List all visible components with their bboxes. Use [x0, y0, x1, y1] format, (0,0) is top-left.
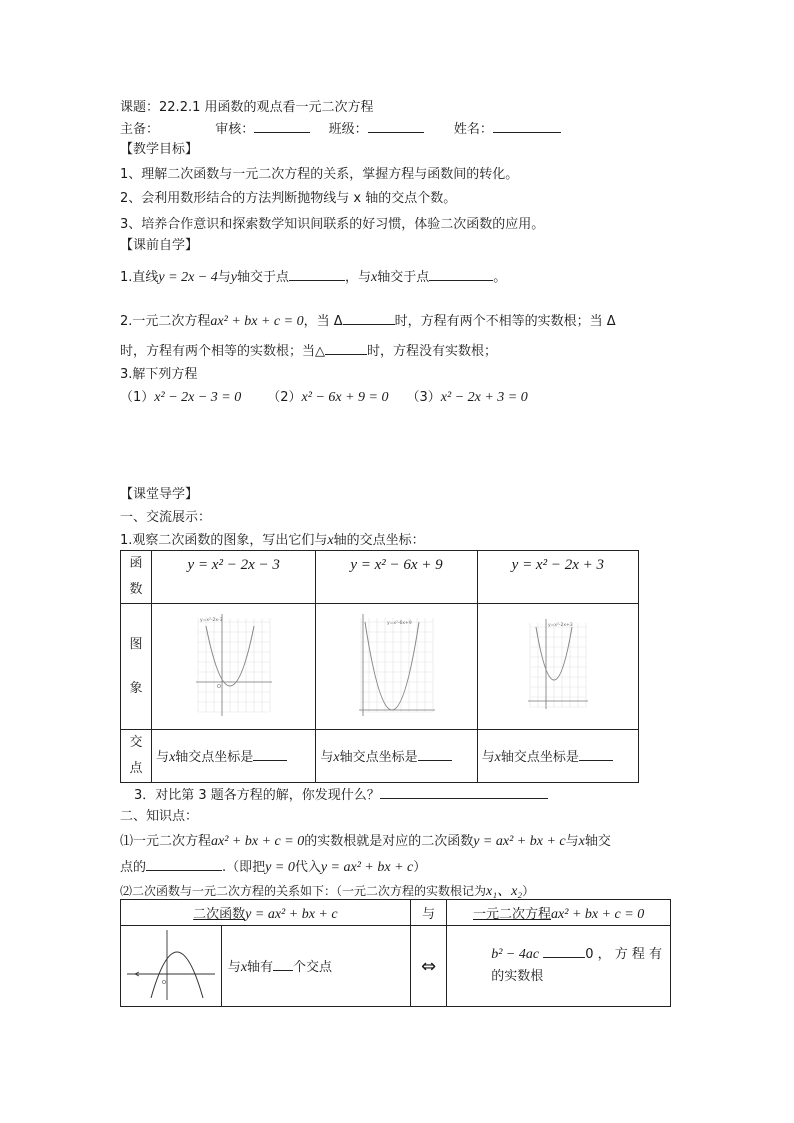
- svg-text:O: O: [216, 683, 221, 690]
- lesson-heading: 【课堂导学】: [120, 487, 199, 502]
- discriminant: b² − 4ac: [491, 947, 540, 962]
- name-field[interactable]: [493, 119, 561, 133]
- downward-parabola-graph: [125, 926, 217, 1002]
- row-label-char: 象: [129, 680, 143, 696]
- class-label: 班级：: [328, 122, 368, 137]
- knowledge-1-line2: [120, 857, 426, 877]
- k2-text: ⑵二次函数与一元二次方程的关系如下：（一元二次方程的实数根记为: [120, 884, 487, 898]
- k1-text: 的实数根就是对应的二次函数: [304, 834, 474, 849]
- row-label-cell: [121, 730, 152, 783]
- row-label-cell: [121, 604, 152, 730]
- answer-text: 轴交点坐标是: [339, 750, 418, 765]
- k1-var: x: [578, 834, 585, 849]
- relation-discriminant-cell: [447, 926, 671, 1007]
- answer-text: 与: [156, 750, 170, 765]
- relation-head-function: [121, 900, 411, 926]
- lesson-q3: [134, 785, 548, 805]
- function-label: y = x² − 6x + 9: [350, 557, 443, 573]
- review-label: 审核：: [215, 122, 255, 137]
- function-row: [121, 551, 639, 604]
- answer-text: 与: [320, 750, 334, 765]
- relation-header-row: [121, 900, 671, 926]
- preview-q2-line2: [120, 341, 497, 361]
- parabola-graph-2: [357, 612, 437, 718]
- row-label-char: 图: [129, 636, 143, 652]
- intersection-row: [121, 730, 639, 783]
- row-label-char: 函: [129, 556, 143, 571]
- q1-var-y: y: [230, 270, 237, 285]
- function-label: y = x² − 2x − 3: [187, 557, 280, 573]
- preview-q3-items: [120, 389, 528, 407]
- q1-blank-2[interactable]: [429, 267, 493, 281]
- relation-graph-cell: [121, 926, 222, 1007]
- preview-heading: 【课前自学】: [120, 238, 199, 253]
- lesson-q1: [120, 532, 425, 550]
- row-label-char: 数: [129, 582, 143, 597]
- relation-head-eq: y = ax² + bx + c: [245, 906, 338, 922]
- q2-blank-3[interactable]: [325, 341, 367, 355]
- answer-var: x: [333, 750, 340, 765]
- answer-text: 轴交点坐标是: [175, 750, 254, 765]
- preview-q3-title: 3.解下列方程: [120, 367, 198, 382]
- graph-row: [121, 604, 639, 730]
- answer-text: 与: [481, 750, 495, 765]
- lesson-title: [120, 99, 374, 117]
- q1-text: 轴交于点: [236, 270, 289, 285]
- answer-blank-1[interactable]: [253, 747, 287, 761]
- goal-2: 2、会利用数形结合的方法判断抛物线与 x 轴的交点个数。: [120, 191, 457, 206]
- svg-text:y=x²-2x-3: y=x²-2x-3: [199, 617, 223, 623]
- q2-equation: ax² + bx + c = 0: [210, 314, 304, 329]
- svg-text:y=x²-6x+9: y=x²-6x+9: [386, 620, 412, 626]
- relation-intersection-cell: [221, 926, 410, 1007]
- k1-equation-y0: y = 0: [265, 860, 295, 875]
- svg-text:O: O: [161, 980, 166, 986]
- relation-var: x: [240, 960, 248, 975]
- q2-text: ，当 Δ: [303, 314, 343, 329]
- k1-text: ⑴一元二次方程: [120, 834, 212, 849]
- q3-equation-3: x² − 2x + 3 = 0: [440, 390, 528, 405]
- q1-text: 轴交于点: [377, 270, 430, 285]
- q1-end: 。: [493, 270, 507, 285]
- q1-equation: y = 2x − 4: [158, 270, 218, 285]
- function-cell-2: [316, 551, 477, 604]
- roots-line: 的实数根: [491, 969, 544, 984]
- q3-item-num: （3）: [406, 390, 441, 405]
- answer-blank-3[interactable]: [579, 747, 613, 761]
- answer-text: 轴交点坐标是: [500, 750, 579, 765]
- q2-text: 时，方程有两个相等的实数根；当△: [120, 344, 325, 359]
- intersection-count-blank[interactable]: [273, 957, 293, 971]
- relation-head-and: 与: [410, 900, 446, 926]
- k2-text: ）: [522, 884, 535, 898]
- q1-prefix: 1.直线: [120, 270, 159, 285]
- relation-text: 与: [227, 960, 241, 975]
- q1-var-x: x: [371, 270, 378, 285]
- answer-blank-2[interactable]: [418, 747, 452, 761]
- q3-equation-1: x² − 2x − 3 = 0: [154, 390, 242, 405]
- section-1-heading: 一、交流展示：: [120, 510, 212, 525]
- relation-row: [121, 926, 671, 1007]
- k1-text: 轴交: [584, 834, 611, 849]
- name-label: 姓名：: [453, 122, 493, 137]
- review-field[interactable]: [254, 119, 310, 133]
- header-fields: [120, 119, 561, 139]
- function-cell-1: [152, 551, 316, 604]
- lesson-q1-text: 轴的交点坐标：: [333, 533, 425, 548]
- q2-text: 时，方程有两个不相等的实数根；当 Δ: [394, 314, 616, 329]
- function-label: y = x² − 2x + 3: [511, 557, 604, 573]
- answer-cell-2: [316, 730, 477, 783]
- discriminant-blank[interactable]: [543, 944, 585, 958]
- k1-text: 点的: [120, 860, 147, 875]
- k1-text: ）: [413, 860, 427, 875]
- answer-var: x: [494, 750, 501, 765]
- parabola-graph-3: [526, 617, 590, 713]
- graph-cell-1: [152, 604, 316, 730]
- k1-function: y = ax² + bx + c: [473, 834, 566, 849]
- k1-text: 代入: [294, 860, 321, 875]
- svg-text:y=x²-2x+3: y=x²-2x+3: [547, 622, 573, 628]
- row-label-cell: [121, 551, 152, 604]
- relation-table: [120, 899, 671, 1007]
- goals-heading: 【教学目标】: [120, 142, 199, 157]
- author-label: 主备：: [120, 122, 160, 137]
- relation-text: 轴有: [247, 960, 274, 975]
- q2-blank-1[interactable]: [343, 311, 395, 325]
- relation-head-text: 二次函数: [193, 906, 246, 922]
- relation-head-eq: ax² + bx + c = 0: [551, 906, 645, 922]
- k1-text: .（即把: [222, 860, 266, 875]
- q3-equation-2: x² − 6x + 9 = 0: [301, 390, 389, 405]
- answer-cell-3: [477, 730, 638, 783]
- parabola-graph-1: [194, 612, 274, 718]
- q2-prefix: 2.一元二次方程: [120, 314, 211, 329]
- preview-q1: [120, 267, 506, 287]
- equivalent-arrow: ⇔: [410, 926, 446, 1007]
- discriminant-tail: 0 ， 方 程 有: [585, 947, 663, 962]
- discriminant-line: [491, 944, 664, 966]
- k1-equation: ax² + bx + c = 0: [211, 834, 305, 849]
- goal-1: 1、理解二次函数与一元二次方程的关系，掌握方程与函数间的转化。: [120, 167, 519, 182]
- k1-blank[interactable]: [146, 857, 222, 871]
- k2-vars: x₁、x₂: [486, 884, 523, 899]
- q3-item-num: （1）: [120, 390, 155, 405]
- q1-blank-1[interactable]: [289, 267, 345, 281]
- graph-cell-2: [316, 604, 477, 730]
- knowledge-1-line1: [120, 833, 611, 851]
- q1-text: 与: [217, 270, 231, 285]
- lesson-q1-text: 1.观察二次函数的图象，写出它们与: [120, 533, 328, 548]
- row-label-char: 交: [129, 735, 143, 750]
- class-field[interactable]: [368, 119, 424, 133]
- lesson-q1-var: x: [327, 533, 334, 548]
- title-text: 22.2.1 用函数的观点看一元二次方程: [159, 100, 374, 115]
- answer-cell-1: [152, 730, 316, 783]
- function-cell-3: [477, 551, 638, 604]
- relation-text: 个交点: [293, 960, 333, 975]
- title-label: 课题：: [120, 100, 160, 115]
- answer-var: x: [169, 750, 176, 765]
- k1-text: 与: [565, 834, 579, 849]
- row-label-char: 点: [129, 761, 143, 776]
- section-2-heading: 二、知识点：: [120, 809, 199, 824]
- preview-q2-line1: [120, 311, 616, 331]
- q3-item-num: （2）: [267, 390, 302, 405]
- q2-text: 时，方程没有实数根；: [367, 344, 498, 359]
- k1-function: y = ax² + bx + c: [320, 860, 414, 875]
- q1-text: ，与: [344, 270, 371, 285]
- goal-3: 3、培养合作意识和探索数学知识间联系的好习惯，体验二次函数的应用。: [120, 217, 545, 232]
- graph-cell-3: [477, 604, 638, 730]
- lesson-q3-blank[interactable]: [380, 785, 548, 799]
- lesson-q3-text: 3．对比第 3 题各方程的解，你发现什么？: [134, 788, 380, 803]
- relation-head-equation: [447, 900, 671, 926]
- function-table: [120, 550, 639, 783]
- relation-head-text: 一元二次方程: [473, 906, 552, 922]
